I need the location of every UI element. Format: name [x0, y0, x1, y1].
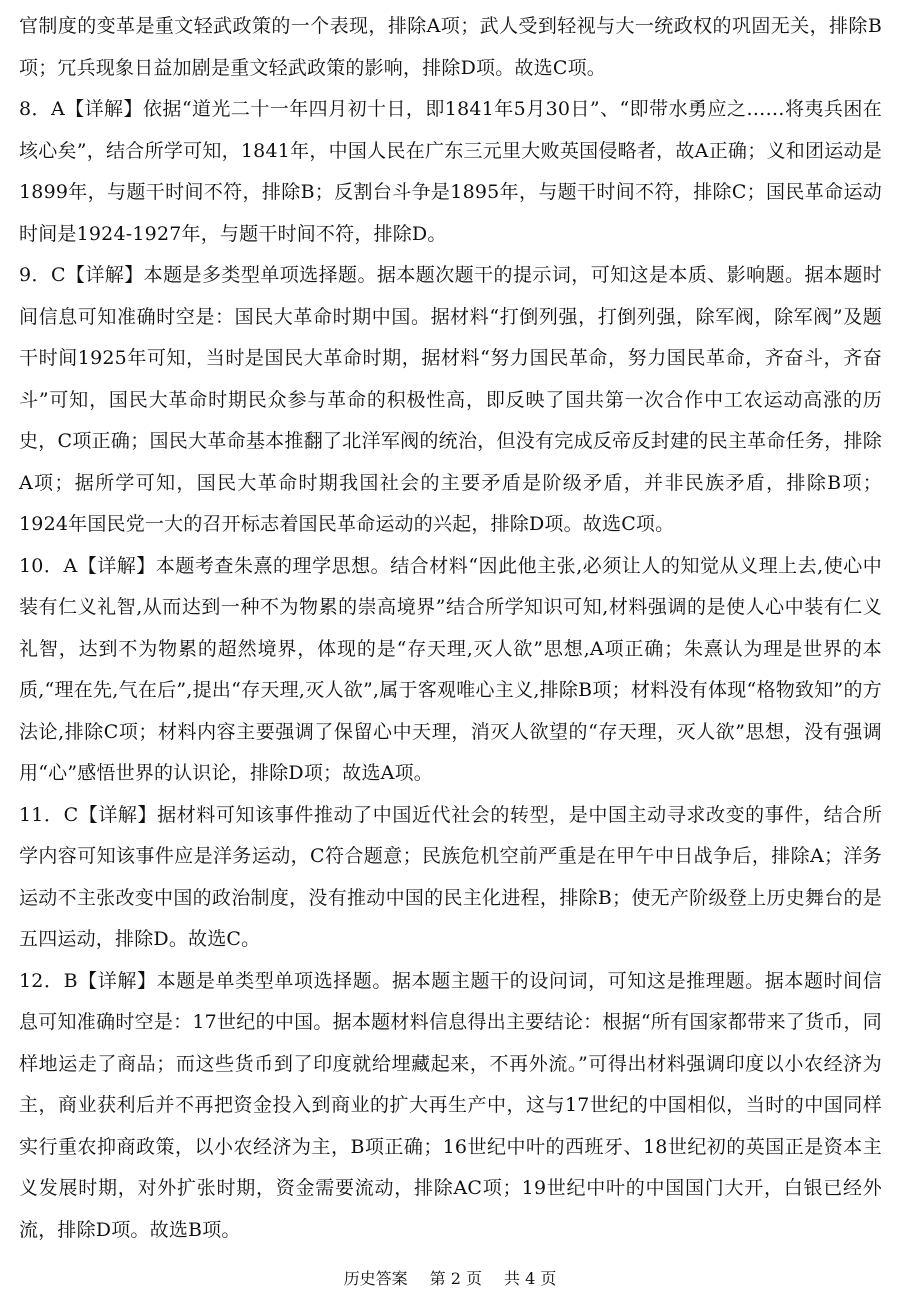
footer-page-number: 第 2 页 [429, 1269, 482, 1288]
page-footer [0, 1268, 900, 1290]
answer-paragraph-8: 8．A【详解】依据“道光二十一年四月初十日，即1841年5月30日”、“即带水勇应之……将夷兵困在垓心矣”，结合所学可知，1841年，中国人民在广东三元里大败英国侵略者，故A正确；义和团运动是1899年，与题干时间不符，排除B；反割台斗争是1895年，与题干时间不符，排除C；国民革命运动时间是1924-1927年，与题干时间不符，排除D。 [19, 98, 882, 245]
answer-paragraph-10: 10．A【详解】本题考查朱熹的理学思想。结合材料“因此他主张,必须让人的知觉从义理上去,使心中装有仁义礼智,从而达到一种不为物累的崇高境界”结合所学知识可知,材料强调的是使人心中装有仁义礼智，达到不为物累的超然境界，体现的是“存天理,灭人欲”思想,A项正确；朱熹认为理是世界的本质,“理在先,气在后”,提出“存天理,灭人欲”,属于客观唯心主义,排除B项；材料没有体现“格物致知”的方法论,排除C项；材料内容主要强调了保留心中天理，消灭人欲望的“存天理，灭人欲”思想，没有强调用“心”感悟世界的认识论，排除D项；故选A项。 [19, 554, 882, 784]
footer-total-pages: 共 4 页 [504, 1269, 557, 1288]
answer-paragraph-7-tail: 官制度的变革是重文轻武政策的一个表现，排除A项；武人受到轻视与大一统政权的巩固无关，排除B项；冗兵现象日益加剧是重文轻武政策的影响，排除D项。故选C项。 [19, 15, 882, 79]
answer-paragraph-9: 9．C【详解】本题是多类型单项选择题。据本题次题干的提示词，可知这是本质、影响题。据本题时间信息可知准确时空是：国民大革命时期中国。据材料“打倒列强，打倒列强，除军阀，除军阀”及题干时间1925年可知，当时是国民大革命时期，据材料“努力国民革命，努力国民革命，齐奋斗，齐奋斗”可知，国民大革命时期民众参与革命的积极性高，即反映了国共第一次合作中工农运动高涨的历史，C项正确；国民大革命基本推翻了北洋军阀的统治，但没有完成反帝反封建的民主革命任务，排除A项；据所学可知，国民大革命时期我国社会的主要矛盾是阶级矛盾，并非民族矛盾，排除B项；1924年国民党一大的召开标志着国民革命运动的兴起，排除D项。故选C项。 [19, 264, 882, 535]
answer-paragraph-12: 12．B【详解】本题是单类型单项选择题。据本题主题干的设问词，可知这是推理题。据本题时间信息可知准确时空是：17世纪的中国。据本题材料信息得出主要结论：根据“所有国家都带来了货币，同样地运走了商品；而这些货币到了印度就给埋藏起来，不再外流。”可得出材料强调印度以小农经济为主，商业获利后并不再把资金投入到商业的扩大再生产中，这与17世纪的中国相似，当时的中国同样实行重农抑商政策，以小农经济为主，B项正确；16世纪中叶的西班牙、18世纪初的英国正是资本主义发展时期，对外扩张时期，资金需要流动，排除AC项；19世纪中叶的中国国门大开，白银已经外流，排除D项。故选B项。 [19, 969, 882, 1241]
footer-subject: 历史答案 [343, 1269, 408, 1288]
answer-paragraph-11: 11．C【详解】据材料可知该事件推动了中国近代社会的转型，是中国主动寻求改变的事件，结合所学内容可知该事件应是洋务运动，C符合题意；民族危机空前严重是在甲午中日战争后，排除A；洋务运动不主张改变中国的政治制度，没有推动中国的民主化进程，排除B；使无产阶级登上历史舞台的是五四运动，排除D。故选C。 [19, 803, 882, 950]
